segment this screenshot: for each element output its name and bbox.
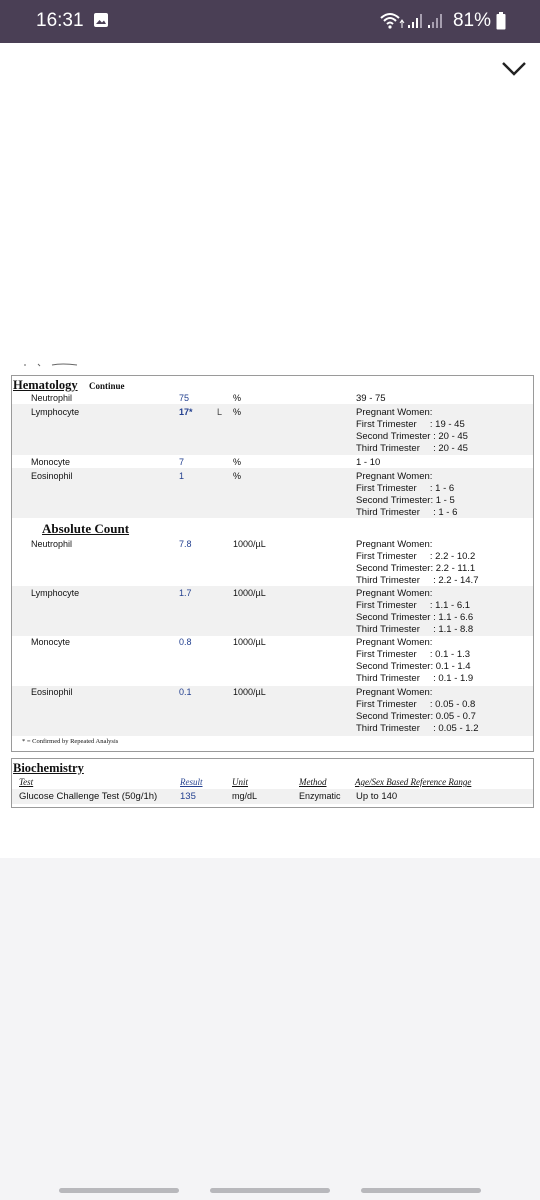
reference-range: Up to 140 <box>356 791 398 802</box>
method: Enzymatic <box>299 791 341 801</box>
result-value: 7 <box>179 457 185 467</box>
column-header-method: Method <box>299 777 327 787</box>
reference-range: Second Trimester : 20 - 45 <box>356 431 468 442</box>
reference-range: Second Trimester: 2.2 - 11.1 <box>356 563 476 574</box>
reference-range: Second Trimester : 1.1 - 6.6 <box>356 612 474 623</box>
test-name: Eosinophil <box>31 471 73 481</box>
test-name: Monocyte <box>31 637 71 647</box>
result-value: 0.1 <box>179 687 192 697</box>
home-button[interactable] <box>210 1188 330 1193</box>
reference-range: Third Trimester : 1.1 - 8.8 <box>356 624 474 635</box>
reference-range: Second Trimester: 0.1 - 1.4 <box>356 661 471 672</box>
status-time: 16:31 <box>36 10 84 31</box>
reference-range: Pregnant Women: <box>356 471 433 482</box>
absolute-count-title: Absolute Count <box>42 521 130 536</box>
navigation-bar <box>0 1150 540 1200</box>
result-value: 75 <box>179 393 190 403</box>
unit: % <box>233 471 242 481</box>
biochemistry-title: Biochemistry <box>13 761 84 775</box>
column-header-unit: Unit <box>232 777 249 787</box>
result-value: 0.8 <box>179 637 192 647</box>
reference-range: First Trimester : 1.1 - 6.1 <box>356 600 471 611</box>
reference-range: Pregnant Women: <box>356 687 433 698</box>
reference-range: Pregnant Women: <box>356 588 433 599</box>
column-header-range: Age/Sex Based Reference Range <box>355 777 472 787</box>
reference-range: 1 - 10 <box>356 457 381 468</box>
reference-range: Pregnant Women: <box>356 637 433 648</box>
unit: 1000/µL <box>233 687 266 697</box>
test-name: Glucose Challenge Test (50g/1h) <box>19 791 158 802</box>
reference-range: First Trimester : 19 - 45 <box>356 419 465 430</box>
unit: % <box>233 457 242 467</box>
unit: % <box>233 407 242 417</box>
reference-range: First Trimester : 0.1 - 1.3 <box>356 649 471 660</box>
reference-range: First Trimester : 1 - 6 <box>356 483 455 494</box>
reference-range: Second Trimester: 0.05 - 0.7 <box>356 711 476 722</box>
reference-range: Third Trimester : 20 - 45 <box>356 443 468 454</box>
test-name: Neutrophil <box>31 539 73 549</box>
reference-range: Third Trimester : 0.05 - 1.2 <box>356 723 479 734</box>
reference-range: Second Trimester: 1 - 5 <box>356 495 455 506</box>
flag: L <box>217 407 223 417</box>
unit: % <box>233 393 242 403</box>
continue-label: Continue <box>89 381 125 391</box>
test-name: Eosinophil <box>31 687 73 697</box>
reference-range: Third Trimester : 0.1 - 1.9 <box>356 673 474 684</box>
reference-range: Third Trimester : 1 - 6 <box>356 507 458 518</box>
reference-range: Third Trimester : 2.2 - 14.7 <box>356 575 479 586</box>
result-value: 135 <box>180 791 196 802</box>
test-name: Lymphocyte <box>31 407 80 417</box>
test-name: Monocyte <box>31 457 71 467</box>
cropped-text-fragment <box>22 360 92 368</box>
unit: 1000/µL <box>233 539 266 549</box>
reference-range: 39 - 75 <box>356 393 386 404</box>
reference-range: Pregnant Women: <box>356 407 433 418</box>
unit: 1000/µL <box>233 637 266 647</box>
test-name: Lymphocyte <box>31 588 80 598</box>
hematology-title: Hematology <box>13 378 78 392</box>
result-value: 7.8 <box>179 539 192 549</box>
unit: mg/dL <box>232 791 258 801</box>
reference-range: Pregnant Women: <box>356 539 433 550</box>
battery-percent: 81% <box>452 10 491 31</box>
result-value: 17* <box>179 407 193 417</box>
result-value: 1.7 <box>179 588 192 598</box>
back-button[interactable] <box>361 1188 481 1193</box>
footnote: * = Confirmed by Repeated Analysis <box>22 738 119 745</box>
result-value: 1 <box>179 471 185 481</box>
column-header-test: Test <box>19 777 34 787</box>
reference-range: First Trimester : 2.2 - 10.2 <box>356 551 476 562</box>
recent-apps-button[interactable] <box>59 1188 179 1193</box>
unit: 1000/µL <box>233 588 266 598</box>
test-name: Neutrophil <box>31 393 73 403</box>
reference-range: First Trimester : 0.05 - 0.8 <box>356 699 476 710</box>
column-header-result: Result <box>180 777 203 787</box>
